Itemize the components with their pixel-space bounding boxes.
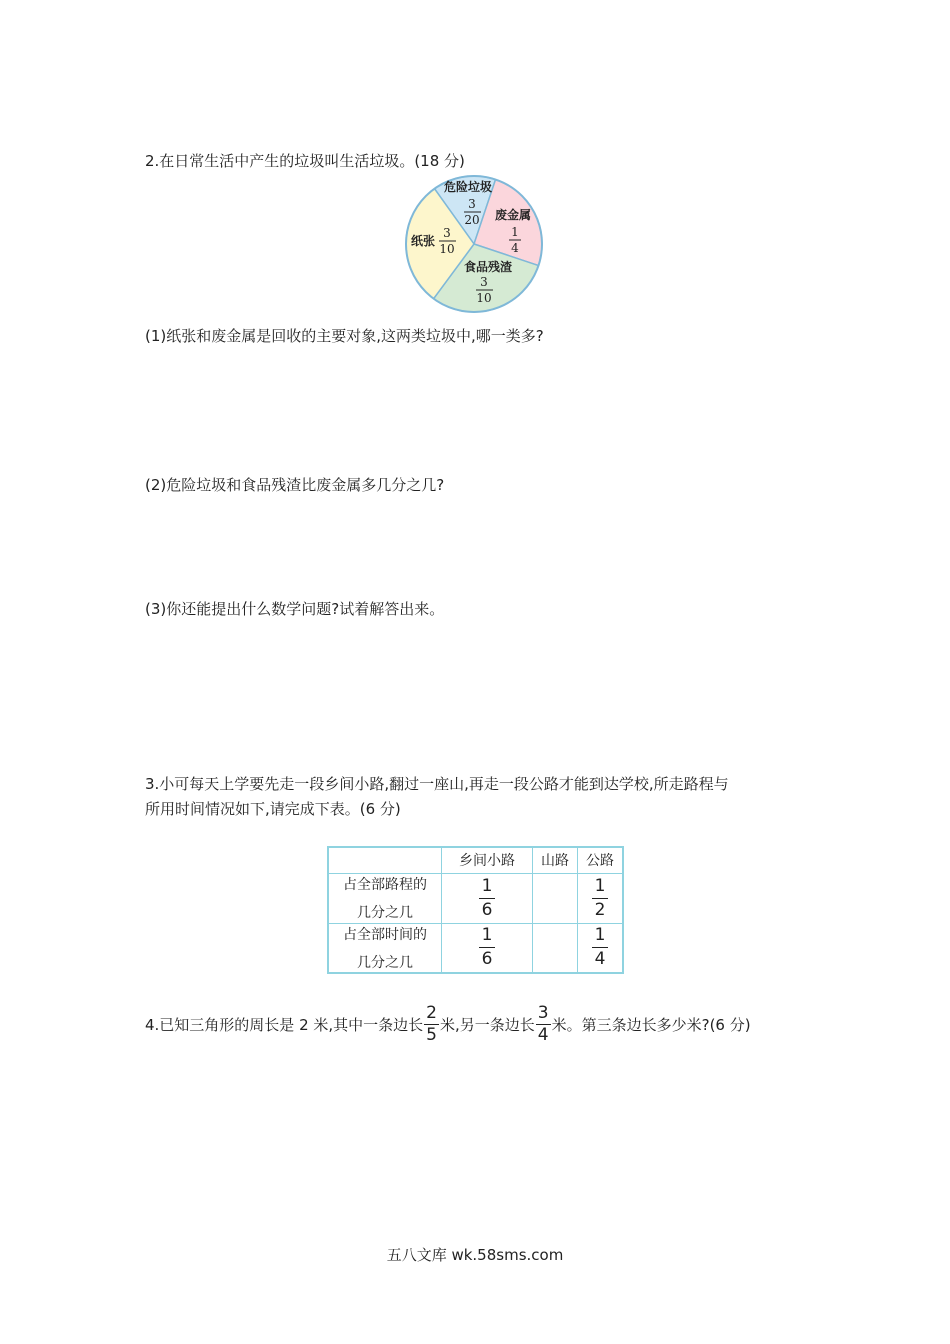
table-header-country-road: 乡间小路 [442, 847, 533, 873]
cell-mountain-blank[interactable] [533, 873, 578, 923]
table-header-row [328, 847, 623, 873]
table-row [328, 923, 623, 973]
frac-num: 2 [426, 1003, 437, 1023]
table-header-empty [328, 847, 442, 873]
frac-den: 6 [481, 949, 493, 970]
pie-chart [400, 173, 550, 313]
q2-sub2: (2)危险垃圾和食品残渣比废金属多几分之几? [145, 476, 445, 494]
cell-mountain-blank[interactable] [533, 923, 578, 973]
pie-frac-food-num: 3 [480, 275, 488, 289]
frac-num: 3 [537, 1003, 549, 1023]
pie-label-paper: 纸张 [410, 234, 436, 248]
q3-line2: 所用时间情况如下,请完成下表。(6 分) [145, 800, 401, 818]
pie-frac-paper-den: 10 [439, 242, 455, 256]
pie-frac-food-den: 10 [476, 291, 492, 305]
row-label-line1: 占全部时间的 [343, 926, 427, 943]
route-table [327, 846, 624, 974]
q2-sub1: (1)纸张和废金属是回收的主要对象,这两类垃圾中,哪一类多? [145, 327, 544, 345]
table-header-mountain-road: 山路 [533, 847, 578, 873]
frac-num: 1 [479, 878, 496, 899]
frac-den: 5 [426, 1025, 437, 1045]
footer-watermark: 五八文库 wk.58sms.com [386, 1246, 564, 1264]
pie-frac-hazardous-num: 3 [468, 197, 476, 211]
pie-label-hazardous: 危险垃圾 [443, 180, 493, 194]
pie-frac-metal-den: 4 [511, 241, 519, 255]
frac-den: 4 [537, 1025, 549, 1045]
q4-fraction-1 [424, 1005, 439, 1044]
cell-country [442, 873, 533, 923]
cell-highway [578, 923, 624, 973]
frac-den: 2 [594, 899, 606, 920]
q4-line [145, 1005, 751, 1044]
frac-den: 6 [481, 899, 493, 920]
q4-fraction-2 [536, 1005, 551, 1044]
frac-num: 1 [592, 927, 609, 948]
q3-line1: 3.小可每天上学要先走一段乡间小路,翻过一座山,再走一段公路才能到达学校,所走路程与 [145, 775, 729, 793]
q4-part3: 米。第三条边长多少米?(6 分) [551, 1015, 751, 1034]
row-label [328, 873, 442, 923]
pie-frac-hazardous-den: 20 [464, 213, 480, 227]
q2-title: 2.在日常生活中产生的垃圾叫生活垃圾。(18 分) [145, 152, 465, 170]
q4-part1: 4.已知三角形的周长是 2 米,其中一条边长 [145, 1015, 424, 1034]
frac-num: 1 [592, 878, 609, 899]
pie-frac-metal-num: 1 [511, 225, 519, 239]
row-label-line2: 几分之几 [357, 954, 413, 971]
frac-den: 4 [594, 949, 606, 970]
q2-sub3: (3)你还能提出什么数学问题?试着解答出来。 [145, 600, 445, 618]
cell-country [442, 923, 533, 973]
table-row [328, 873, 623, 923]
row-label-line2: 几分之几 [357, 905, 413, 921]
pie-label-food: 食品残渣 [463, 260, 513, 274]
cell-highway [578, 873, 624, 923]
table-header-highway: 公路 [578, 847, 624, 873]
q4-part2: 米,另一条边长 [440, 1015, 535, 1034]
pie-frac-paper-num: 3 [443, 226, 451, 240]
row-label [328, 923, 442, 973]
frac-num: 1 [479, 927, 496, 948]
row-label-line1: 占全部路程的 [343, 877, 427, 893]
pie-label-metal: 废金属 [494, 208, 532, 222]
